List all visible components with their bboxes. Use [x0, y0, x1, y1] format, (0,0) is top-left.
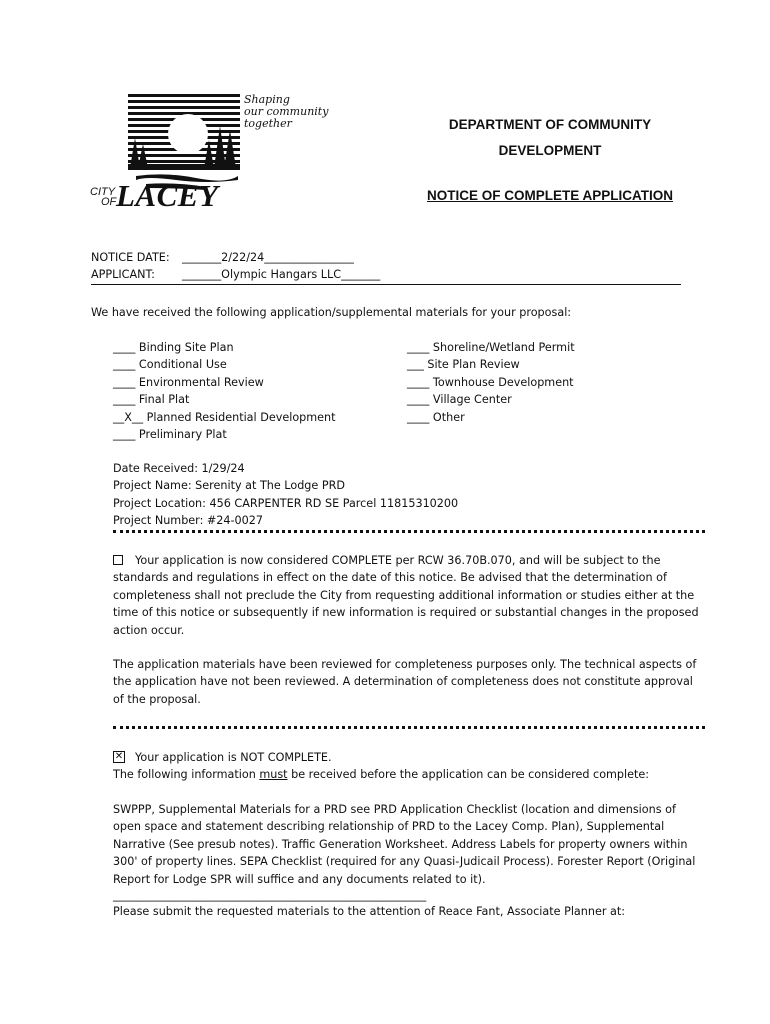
incomplete-section: [113, 749, 713, 784]
notice-date-label: NOTICE DATE:: [91, 251, 170, 264]
department-line-2: DEVELOPMENT: [498, 143, 602, 158]
incomplete-checkbox-checked[interactable]: ✕: [114, 751, 124, 762]
notice-date-value: _______2/22/24________________: [182, 251, 354, 264]
review-note-line: the application have not been reviewed. A determination of completeness does not constitute approval: [113, 675, 693, 689]
application-types-left: [113, 339, 336, 443]
complete-statement-line: action occur.: [113, 623, 185, 637]
logo-tagline-3: together: [244, 117, 292, 130]
city-logo: [88, 90, 338, 216]
logo-name: LACEY: [116, 178, 219, 213]
project-name: Project Name: Serenity at The Lodge PRD: [113, 479, 345, 493]
notice-info: [91, 249, 380, 284]
application-type-item: __X__ Planned Residential Development: [113, 410, 336, 424]
department-line-1: DEPARTMENT OF COMMUNITY: [448, 117, 652, 132]
review-note-line: The application materials have been reviewed for completeness purposes only. The technical aspects of: [113, 658, 697, 671]
application-type-item: ____ Shoreline/Wetland Permit: [407, 341, 575, 354]
applicant-value: _______Olympic Hangars LLC_______: [182, 268, 381, 282]
application-type-item: ____ Final Plat: [113, 393, 190, 407]
requirements-line: SWPPP, Supplemental Materials for a PRD see PRD Application Checklist (location and dimensions of: [113, 803, 676, 816]
complete-statement-line: completeness shall not preclude the City from requesting additional information or studies either at the: [113, 588, 695, 602]
intro-text: We have received the following application/supplemental materials for your proposal:: [91, 306, 572, 319]
complete-statement-line: Your application is now considered COMPLETE per RCW 36.70B.070, and will be subject to the: [135, 554, 661, 567]
header-divider: [91, 284, 681, 285]
date-received: Date Received: 1/29/24: [113, 462, 245, 475]
application-type-item: ____ Binding Site Plan: [113, 341, 234, 354]
project-info: [113, 460, 458, 530]
following-must: must: [259, 768, 288, 782]
application-type-item: ____ Environmental Review: [113, 375, 264, 389]
city-logo-graphic: [126, 92, 246, 192]
logo-of: OF: [101, 196, 117, 208]
department-title: [390, 117, 710, 158]
dotted-divider-1: [113, 530, 705, 533]
applicant-label: APPLICANT:: [91, 268, 155, 282]
requirements-line: Report for Lodge SPR will suffice and any documents related to it).: [113, 872, 486, 886]
signature-underline: ________________________________________________________: [113, 889, 427, 903]
requirements-line: open space and statement describing relationship of PRD to the Lacey Comp. Plan), Supplemental: [113, 820, 665, 834]
submit-instructions: Please submit the requested materials to the attention of Reace Fant, Associate Planner at:: [113, 905, 626, 919]
complete-statement-line: time of this notice or subsequently if new information is required or substantial changes in the proposed: [113, 606, 699, 620]
application-type-item: ____ Village Center: [407, 393, 512, 407]
application-types-right: [407, 339, 575, 426]
project-number: Project Number: #24-0027: [113, 514, 264, 528]
complete-statement-line: standards and regulations in effect on the date of this notice. Be advised that the determination of: [113, 571, 667, 585]
complete-section: [113, 552, 713, 639]
incomplete-heading: Your application is NOT COMPLETE.: [135, 751, 332, 764]
requirements-line: 300' of property lines. SEPA Checklist (required for any Quasi-Judicail Process). Forester Report (Original: [113, 855, 696, 869]
application-type-item: ____ Townhouse Development: [407, 375, 574, 389]
following-post: be received before the application can be considered complete:: [287, 768, 650, 782]
review-note-line: of the proposal.: [113, 692, 201, 706]
requirements-text: [113, 801, 713, 920]
logo-tagline-1: Shaping: [244, 93, 290, 106]
application-type-item: ___ Site Plan Review: [407, 358, 520, 372]
following-pre: The following information: [113, 768, 260, 782]
notice-title: NOTICE OF COMPLETE APPLICATION: [427, 188, 673, 203]
logo-city: CITY: [90, 186, 116, 198]
application-type-item: ____ Conditional Use: [113, 358, 227, 372]
project-location: Project Location: 456 CARPENTER RD SE Parcel 11815310200: [113, 496, 459, 510]
review-note: [113, 656, 713, 708]
application-type-item: ____ Other: [407, 410, 465, 424]
following-info-line: [113, 766, 713, 783]
requirements-line: Narrative (See presub notes). Traffic Generation Worksheet. Address Labels for property owners within: [113, 837, 688, 851]
dotted-divider-2: [113, 726, 705, 729]
logo-tagline-2: our community: [244, 105, 329, 118]
application-type-item: ____ Preliminary Plat: [113, 428, 227, 442]
complete-checkbox[interactable]: [113, 555, 123, 565]
